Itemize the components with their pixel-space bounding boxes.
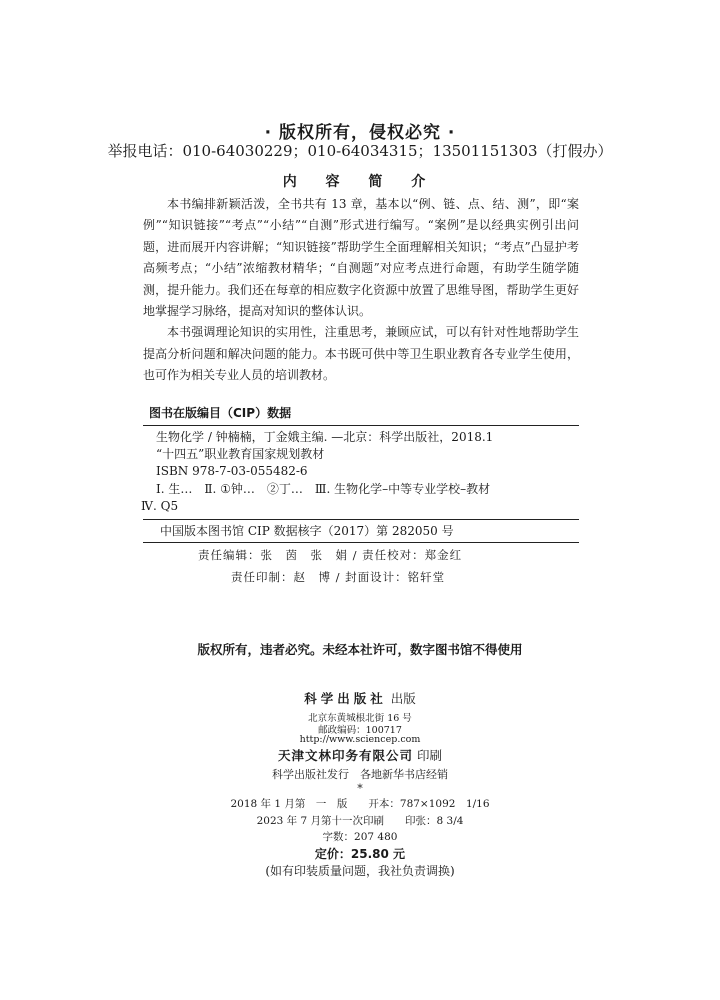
credits-printing-design: 责任印制：赵 博 / 封面设计：铭轩堂 (231, 570, 446, 584)
edition-line-1: 2018 年 1 月第 一 版 开本：787×1092 1/16 (230, 798, 490, 810)
rights-notice: 版权所有，违者必究。未经本社许可，数字图书馆不得使用 (197, 642, 523, 657)
intro-body (143, 194, 579, 387)
printer-name: 天津文林印务有限公司 (277, 748, 413, 763)
credits-editors: 责任编辑：张 茵 张 娟 / 责任校对：郑金红 (198, 548, 463, 562)
cip-body (141, 429, 576, 515)
edition-line-2: 2023 年 7 月第十一次印刷 印张：8 3/4 (256, 815, 464, 827)
cip-rule-middle (143, 519, 579, 520)
cip-line-1: 生物化学 / 钟楠楠，丁金娥主编. —北京：科学出版社，2018.1 (156, 430, 494, 444)
report-phone: 举报电话：010-64030229；010-64034315；13501151303（打假办） (107, 142, 613, 160)
publisher-address: 北京东黄城根北街 16 号 (308, 713, 412, 724)
publisher-line (0, 689, 720, 707)
cip-line-3: ISBN 978-7-03-055482-6 (156, 464, 308, 479)
cip-rule-top (143, 425, 579, 426)
intro-heading: 内 容 简 介 (282, 174, 438, 190)
intro-paragraph-2: 本书强调理论知识的实用性，注重思考，兼顾应试，可以有针对性地帮助学生提高分析问题和解决问题的能力。本书既可供中等卫生职业教育各专业学生使用，也可作为相关专业人员的培训教材。 (143, 325, 579, 383)
publisher-role: 出版 (390, 691, 416, 706)
cip-rule-bottom (143, 542, 579, 543)
cip-number: 中国版本图书馆 CIP 数据核字（2017）第 282050 号 (160, 524, 454, 538)
star-separator: * (357, 782, 363, 795)
price: 定价：25.80 元 (314, 847, 406, 861)
cip-line-2: “十四五”职业教育国家规划教材 (156, 447, 325, 462)
word-count: 字数：207 480 (322, 831, 398, 843)
printer-role: 印刷 (416, 748, 442, 763)
publisher-url: http://www.sciencep.com (299, 734, 421, 745)
copyright-title: · 版权所有，侵权必究 · (264, 123, 456, 143)
cip-line-4: Ⅰ. 生… Ⅱ. ①钟… ②丁… Ⅲ. 生物化学–中等专业学校–教材 (156, 481, 491, 496)
publisher-name: 科学出版社 (304, 691, 387, 706)
cip-title: 图书在版编目（CIP）数据 (149, 406, 292, 420)
exchange-notice: (如有印装质量问题，我社负责调换) (265, 864, 455, 878)
cip-line-5: Ⅳ. Q5 (141, 498, 179, 513)
printer-line (0, 746, 720, 764)
intro-paragraph-1: 本书编排新颖活泼，全书共有 13 章，基本以“例、链、点、结、测”，即“案例”“知识链接”“考点”“小结”“自测”形式进行编写。“案例”是以经典实例引出问题，进而展开内容讲解；“知识链接”帮助学生全面理解相关知识；“考点”凸显护考高频考点；“小结”浓缩教材精华；“自测题”对应考点进行命题，有助学生随学随测，提升能力。我们还在每章的相应数字化资源中放置了思维导图，帮助学生更好地掌握学习脉络，提高对知识的整体认识。 (143, 197, 579, 319)
distribution-line: 科学出版社发行 各地新华书店经销 (272, 768, 448, 781)
publisher-postcode: 邮政编码：100717 (318, 725, 402, 736)
